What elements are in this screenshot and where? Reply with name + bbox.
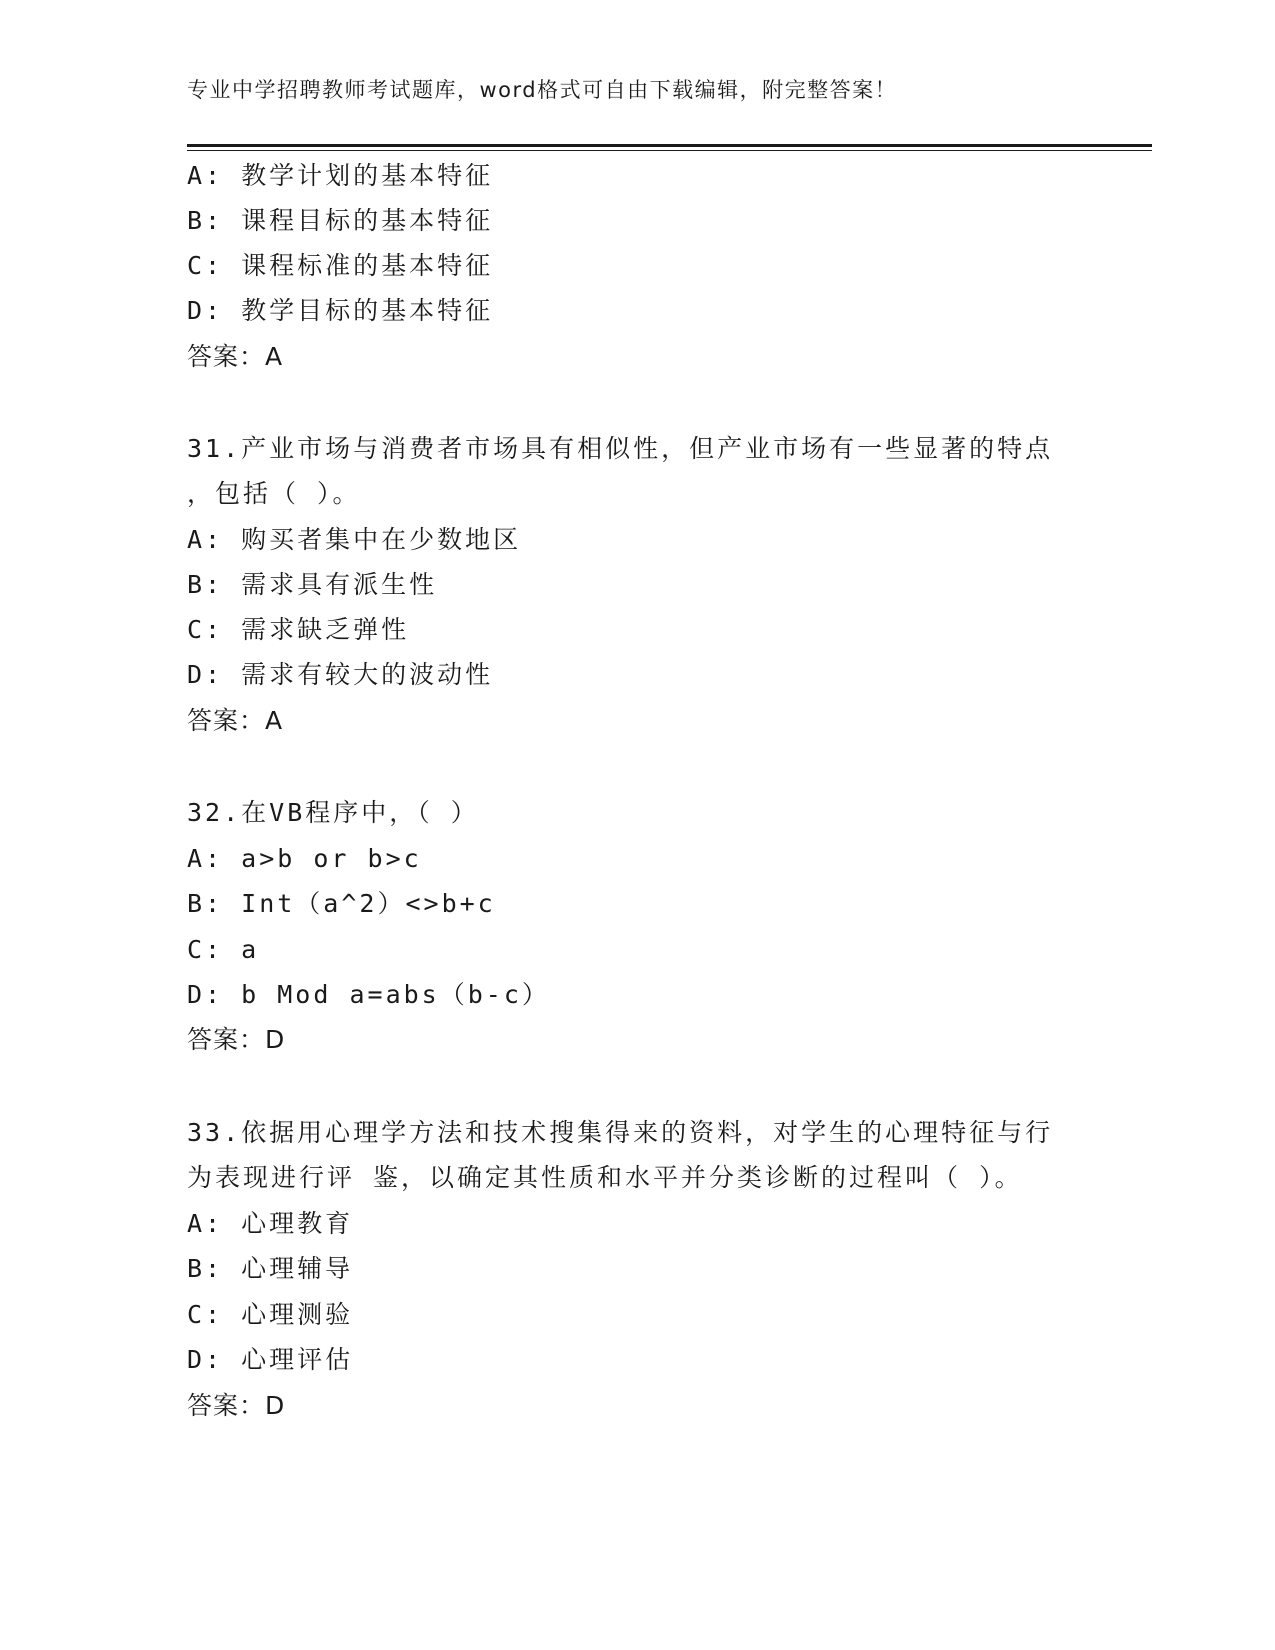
option-d: D: 需求有较大的波动性	[187, 660, 494, 689]
option-c: C: a	[187, 935, 260, 964]
option-b: B: 心理辅导	[187, 1254, 354, 1283]
page-header: 专业中学招聘教师考试题库，word格式可自由下载编辑，附完整答案！	[187, 78, 898, 102]
option-b: B: 课程目标的基本特征	[187, 206, 494, 235]
question-stem-cont: ，包括（ ）。	[187, 479, 361, 508]
option-d: D: 心理评估	[187, 1345, 354, 1374]
answer-label: 答案：D	[187, 1025, 286, 1054]
option-c: C: 需求缺乏弹性	[187, 615, 410, 644]
question-stem: 33.依据用心理学方法和技术搜集得来的资料，对学生的心理特征与行	[187, 1118, 1054, 1147]
option-b: B: 需求具有派生性	[187, 570, 438, 599]
option-c: C: 心理测验	[187, 1300, 354, 1329]
header-rule-thick	[187, 144, 1152, 147]
option-a: A: a>b or b>c	[187, 844, 422, 873]
option-a: A: 心理教育	[187, 1209, 354, 1238]
option-c: C: 课程标准的基本特征	[187, 251, 494, 280]
answer-label: 答案：D	[187, 1391, 286, 1420]
question-stem: 31.产业市场与消费者市场具有相似性，但产业市场有一些显著的特点	[187, 434, 1054, 463]
option-a: A: 购买者集中在少数地区	[187, 525, 522, 554]
answer-label: 答案：A	[187, 706, 284, 735]
option-d: D: 教学目标的基本特征	[187, 296, 494, 325]
option-d: D: b Mod a=abs（b-c）	[187, 980, 550, 1009]
question-stem-cont: 为表现进行评 鉴，以确定其性质和水平并分类诊断的过程叫（ ）。	[187, 1163, 1023, 1192]
header-rule-thin	[187, 150, 1152, 151]
option-a: A: 教学计划的基本特征	[187, 161, 494, 190]
option-b: B: Int（a^2）<>b+c	[187, 889, 496, 918]
answer-label: 答案：A	[187, 342, 284, 371]
question-stem: 32.在VB程序中，（ ）	[187, 798, 479, 827]
